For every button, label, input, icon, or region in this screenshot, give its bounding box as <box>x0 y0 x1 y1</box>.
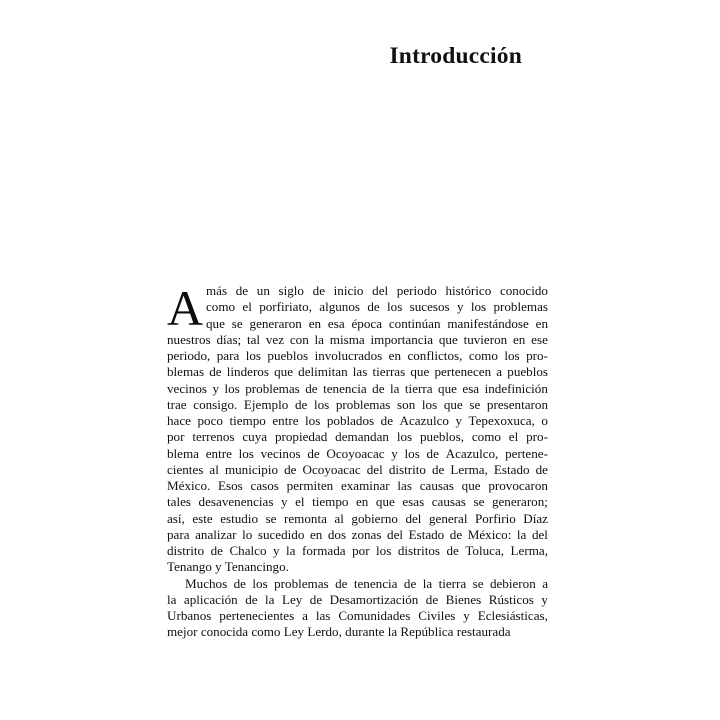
text-word: vecinos <box>260 445 301 461</box>
text-word: tales <box>167 494 191 510</box>
text-word: pro- <box>526 429 548 445</box>
text-word: de <box>403 575 417 591</box>
text-word: tierra <box>438 575 467 591</box>
text-word: del <box>387 526 404 542</box>
text-word: de <box>307 445 320 461</box>
text-word: linderos <box>226 364 269 380</box>
text-word: blemas <box>167 364 205 380</box>
text-word: Civiles <box>418 608 456 623</box>
text-word: de <box>235 283 249 298</box>
text-word: los <box>305 413 321 428</box>
text-word: causas <box>419 478 454 493</box>
text-word: de <box>312 283 325 298</box>
text-word: esas <box>402 494 425 510</box>
text-line <box>167 316 548 332</box>
text-word: Acazulco, <box>445 445 499 461</box>
text-word: remonta <box>284 510 327 526</box>
text-word: problemas <box>245 380 300 396</box>
text-word: se <box>472 575 484 591</box>
text-word: este <box>192 510 213 526</box>
text-line <box>167 543 548 559</box>
text-line <box>167 576 548 592</box>
text-word: de <box>431 461 445 477</box>
text-word: generaron <box>249 315 302 331</box>
text-word: vez <box>265 331 285 347</box>
text-word: distritos <box>397 543 441 558</box>
text-word: Ocoyoacac <box>326 445 385 461</box>
text-word: la <box>516 526 527 542</box>
text-word: tenencia <box>353 575 398 591</box>
text-word: se <box>473 494 485 510</box>
text-word: indefinición <box>484 380 548 396</box>
text-word: los <box>376 543 392 558</box>
text-word: que <box>375 494 395 510</box>
text-word: son <box>397 396 416 412</box>
text-word: que <box>410 364 430 380</box>
text-word: los <box>470 299 487 315</box>
text-word: ese <box>531 331 548 347</box>
text-word: de <box>425 591 439 607</box>
text-word: se <box>231 315 243 331</box>
text-word: y <box>541 591 548 607</box>
text-word: pueblos, <box>419 429 464 445</box>
text-line <box>167 283 548 299</box>
text-word: por <box>352 543 370 558</box>
text-word: al <box>209 461 219 477</box>
text-word: días; <box>216 331 242 347</box>
text-line <box>167 332 548 348</box>
text-word: Lerma, <box>450 461 488 477</box>
text-word: y <box>391 445 398 461</box>
text-word: de <box>335 575 348 591</box>
text-word: de <box>446 543 459 558</box>
text-word: para <box>216 348 240 363</box>
text-word: cientes <box>167 461 204 477</box>
text-word: a <box>542 575 548 591</box>
text-word: Porfirio <box>475 510 516 526</box>
drop-cap-letter: A <box>167 280 204 336</box>
text-word: Urbanos <box>167 608 212 623</box>
text-word: como <box>206 299 236 315</box>
text-word: los <box>396 429 413 445</box>
text-word: nuestros <box>167 331 211 347</box>
text-word: de <box>535 461 548 477</box>
text-word: del <box>405 510 422 526</box>
text-word: de <box>294 396 308 412</box>
text-word: de <box>367 299 380 315</box>
text-word: que <box>274 364 294 380</box>
text-word: lo <box>242 526 253 542</box>
text-word: blema <box>167 445 199 461</box>
text-word: como <box>468 348 498 363</box>
text-word: o <box>541 413 548 428</box>
text-word: y <box>212 380 220 396</box>
text-word: Bienes <box>445 591 482 607</box>
text-word: los <box>387 299 403 315</box>
text-word: sucesos <box>409 299 450 315</box>
text-word: Lerma, <box>510 543 548 558</box>
text-line <box>167 478 548 494</box>
text-word: Estado <box>493 461 530 477</box>
text-word: los <box>504 348 520 363</box>
text-word: conocido <box>499 283 548 298</box>
text-word: la <box>286 543 296 558</box>
text-word: tiempo <box>312 494 349 510</box>
text-word: la <box>390 380 400 396</box>
paragraph-2 <box>167 576 548 641</box>
text-word: tal <box>246 331 261 347</box>
text-word: dos <box>327 526 347 542</box>
text-word: conflictos, <box>407 348 463 363</box>
text-word: la <box>167 591 177 607</box>
text-word: general <box>428 510 468 526</box>
text-word: aplicación <box>183 591 238 607</box>
text-word: Ocoyoacac <box>302 461 361 477</box>
text-word: entre <box>272 413 299 428</box>
text-word: a <box>302 608 308 623</box>
text-word: para <box>167 526 190 542</box>
page-title: Introducción <box>389 43 522 69</box>
text-word: la <box>265 591 275 607</box>
body-text-block <box>167 280 548 641</box>
text-word: de <box>426 445 439 461</box>
text-word: Toluca, <box>465 543 505 558</box>
text-word: algunos <box>319 299 360 315</box>
text-word: Estado <box>408 526 445 542</box>
text-word: porfiriato, <box>259 299 312 315</box>
text-word: y <box>280 494 288 510</box>
text-line <box>167 462 548 478</box>
text-word: periodo, <box>167 348 211 363</box>
text-word: las <box>352 364 368 380</box>
text-word: Tepexoxuca, <box>468 413 535 428</box>
text-word: problemas <box>274 575 329 591</box>
text-word: en <box>356 494 369 510</box>
text-word: casos <box>250 478 279 493</box>
text-word: la <box>314 331 324 347</box>
text-word: estudio <box>220 510 259 526</box>
text-word: de <box>380 413 393 428</box>
text-word: Ley <box>281 591 303 607</box>
text-word: demandan <box>335 429 389 445</box>
text-word: de <box>209 364 222 380</box>
text-word: los <box>313 396 330 412</box>
text-word: examinar <box>340 478 390 493</box>
text-word: época <box>351 315 383 331</box>
text-word: poblados <box>326 413 375 428</box>
text-word: propiedad <box>274 429 328 445</box>
text-word: histórico <box>445 283 492 298</box>
text-line <box>167 446 548 462</box>
text-word: distrito <box>388 461 426 477</box>
text-word: en <box>535 315 548 331</box>
text-word: permiten <box>286 478 334 493</box>
text-word: inicio <box>333 283 364 298</box>
text-word: los <box>224 380 240 396</box>
text-word: que <box>206 315 225 331</box>
text-word: analizar <box>195 526 237 542</box>
text-word: terrenos <box>192 429 235 445</box>
text-word: de <box>372 380 385 396</box>
text-word: en <box>388 348 402 363</box>
text-word: cuya <box>242 429 268 445</box>
text-word: tuvieron <box>463 331 508 347</box>
text-word: problemas <box>493 299 548 315</box>
text-word: gobierno <box>351 510 398 526</box>
text-line <box>167 429 548 445</box>
text-word: tiempo <box>229 413 266 428</box>
text-line <box>167 494 548 510</box>
text-word: Chalco <box>229 543 267 558</box>
text-word: presentaron <box>486 396 548 412</box>
paragraph-1 <box>167 280 548 576</box>
text-word: más <box>206 283 228 298</box>
text-word: y <box>455 413 463 428</box>
text-line <box>167 413 548 429</box>
text-word: zonas <box>351 526 382 542</box>
text-word: de <box>309 591 323 607</box>
text-word: desavenencias <box>198 494 274 510</box>
text-word: el <box>508 429 519 445</box>
text-word: siglo <box>278 283 304 298</box>
text-line <box>167 299 548 315</box>
text-word: se <box>469 396 481 412</box>
text-word: importancia <box>370 331 434 347</box>
text-word: del <box>372 283 389 298</box>
text-word: debieron <box>489 575 536 591</box>
text-word: involucrados <box>314 348 383 363</box>
text-word: provocaron <box>488 478 548 493</box>
text-line <box>167 364 548 380</box>
text-word: trae <box>167 396 187 412</box>
text-line <box>167 397 548 413</box>
text-word: hace <box>167 413 191 428</box>
text-line: Tenango y Tenancingo. <box>167 559 289 575</box>
text-word: tenencia <box>323 380 367 396</box>
text-word: y <box>463 608 470 623</box>
text-word: las <box>397 478 412 493</box>
text-word: al <box>334 510 344 526</box>
text-word: el <box>295 494 305 510</box>
text-word: el <box>242 299 252 315</box>
text-line: mejor conocida como Ley Lerdo, durante la República restaurada <box>167 624 511 640</box>
text-word: que <box>443 396 463 412</box>
text-line <box>167 511 548 527</box>
text-word: manifestándose <box>447 315 529 331</box>
text-word: como <box>471 429 501 445</box>
text-word: de <box>284 461 297 477</box>
text-word: y <box>273 543 280 558</box>
text-word: esa <box>462 380 480 396</box>
text-word: que <box>438 380 457 396</box>
text-word: periodo <box>396 283 437 298</box>
text-word: pertenecientes <box>219 608 295 623</box>
text-word: Rústicos <box>488 591 534 607</box>
text-word: de <box>210 543 223 558</box>
text-word: tierra <box>404 380 433 396</box>
text-word: Ejemplo <box>243 396 289 412</box>
text-word: del <box>531 526 548 542</box>
text-word: esa <box>327 315 345 331</box>
text-word: los <box>238 445 254 461</box>
text-word: Muchos <box>185 575 228 591</box>
text-word: causas <box>431 494 466 510</box>
text-word: las <box>315 608 331 623</box>
text-word: pueblos <box>507 364 548 380</box>
text-word: delimitan <box>298 364 348 380</box>
text-word: un <box>256 283 270 298</box>
text-word: a <box>496 364 503 380</box>
text-word: Comunidades <box>338 608 411 623</box>
text-line <box>167 592 548 608</box>
text-word: por <box>167 429 185 445</box>
text-word: pro- <box>526 348 548 363</box>
text-line <box>167 608 548 624</box>
text-word: que <box>461 478 481 493</box>
text-word: se <box>265 510 277 526</box>
text-word: los <box>252 575 268 591</box>
text-word: pertenecen <box>434 364 492 380</box>
text-word: misma <box>329 331 365 347</box>
text-word: de <box>245 591 258 607</box>
text-word: en <box>308 315 322 331</box>
text-word: Esos <box>218 478 243 493</box>
text-word: pueblos <box>267 348 309 363</box>
text-word: entre <box>205 445 232 461</box>
text-word: los <box>421 396 438 412</box>
text-word: que <box>438 331 458 347</box>
text-word: Eclesiásticas, <box>477 608 548 623</box>
text-word: generaron; <box>491 494 548 510</box>
text-word: de <box>233 575 246 591</box>
text-word: problemas <box>335 396 391 412</box>
text-word: tierras <box>372 364 406 380</box>
text-word: la <box>422 575 433 591</box>
text-word: los <box>404 445 420 461</box>
text-word: Acazulco <box>399 413 449 428</box>
text-word: México: <box>467 526 512 542</box>
text-word: distrito <box>167 543 205 558</box>
text-word: con <box>289 331 309 347</box>
text-word: poco <box>197 413 223 428</box>
text-word: los <box>245 348 261 363</box>
text-word: vecinos <box>167 380 207 396</box>
text-word: Díaz <box>523 510 548 526</box>
text-word: México. <box>167 478 211 493</box>
text-word: en <box>309 526 323 542</box>
text-word: Desamortización <box>329 591 419 607</box>
text-line <box>167 527 548 543</box>
text-word: así, <box>167 510 185 526</box>
text-line <box>167 381 548 397</box>
text-line <box>167 348 548 364</box>
text-word: y <box>456 299 464 315</box>
text-word: pertene- <box>505 445 548 461</box>
text-word: de <box>305 380 318 396</box>
text-word: municipio <box>224 461 279 477</box>
text-word: del <box>366 461 383 477</box>
text-word: de <box>449 526 463 542</box>
text-word: continúan <box>388 315 441 331</box>
text-word: en <box>513 331 526 347</box>
text-word: sucedido <box>257 526 305 542</box>
text-word: formada <box>301 543 346 558</box>
text-word: consigo. <box>193 396 238 412</box>
